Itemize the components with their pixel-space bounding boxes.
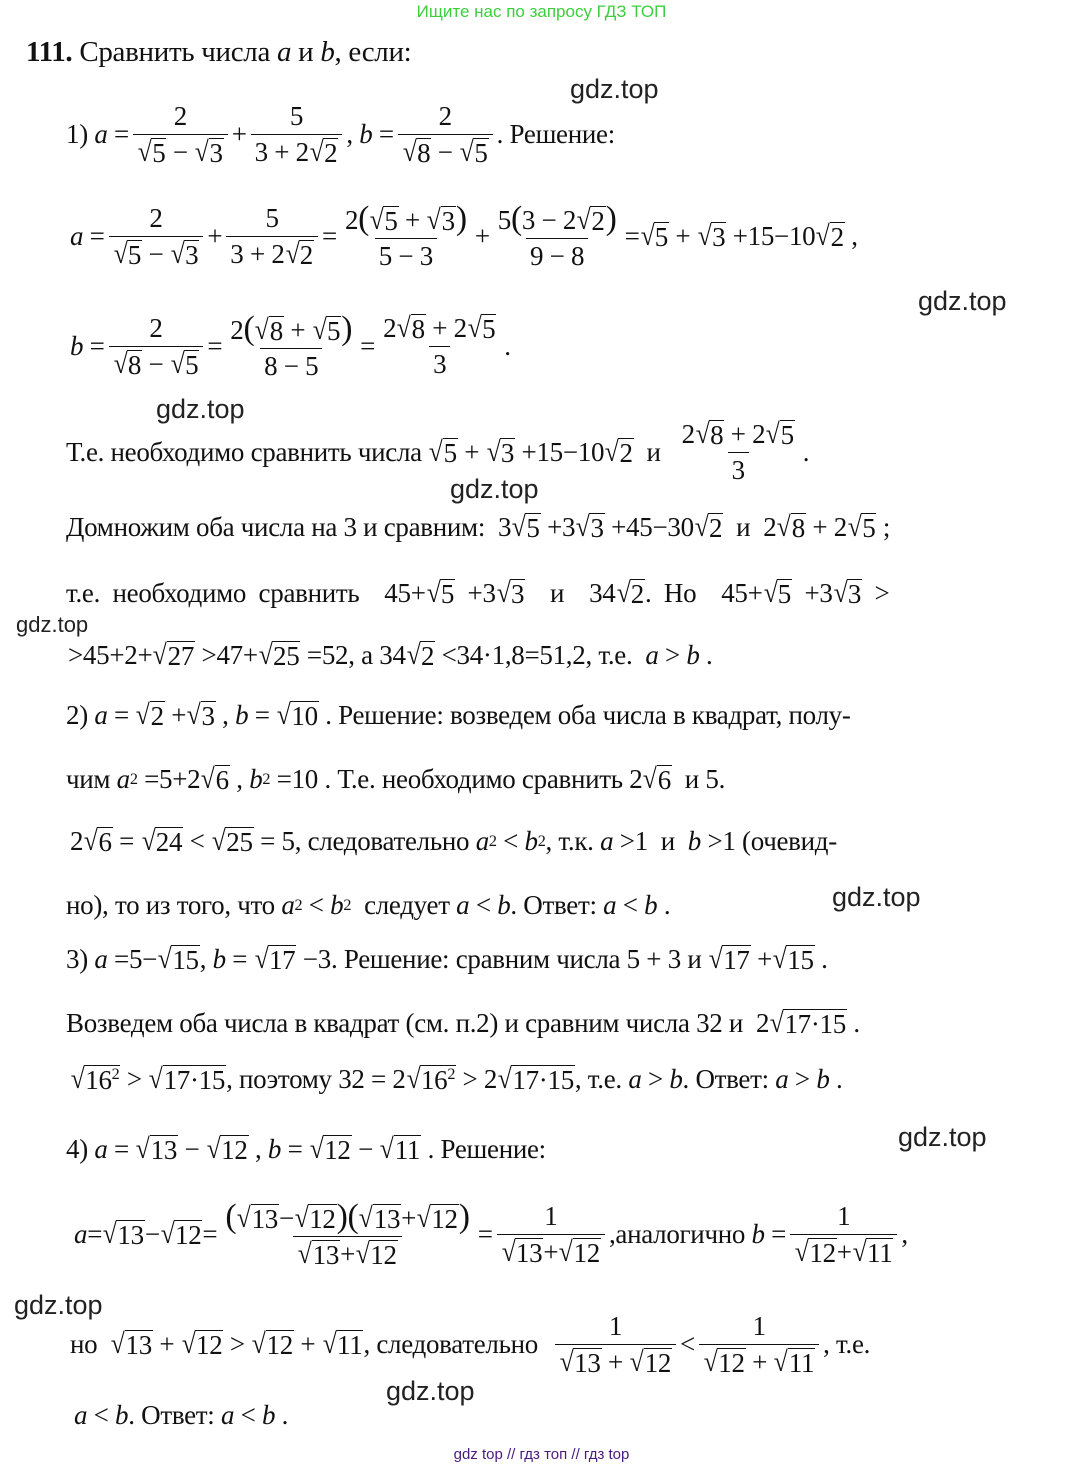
part2-squares: чим a 2 =5+2 √ 6 , b 2 =10 . Т.е. необходимо сравнить 2 √ 6 и 5. [66,763,726,795]
watermark: gdz.top [386,1376,475,1406]
footer-links[interactable]: gdz top // гдз топ // гдз top [453,1446,630,1463]
part1-compare: Т.е. необходимо сравнить числа √ 5 + √ 3 +15−10 √ 2 и 2 √ 8 + 2 √ 5 3 . [66,419,810,485]
part1-given: 1) a = 2 √ 5 − √ 3 + 5 3 + 2 √ 2 , b = 2 √ 8 − √ 5 . Решение: [66,101,615,168]
problem-title [26,36,411,69]
part4-compare: но √ 13 + √ 12 > √ 12 + √ 11 , следовательно 1 √ 13 + √ 12 < 1 √ 12 + √ 11 , т.е. [70,1311,871,1378]
part1-reduce: т.е. необходимо сравнить 45+ √ 5 +3 √ 3 и 34 √ 2 . Но 45+ √ 5 +3 √ 3 > [66,577,890,609]
problem-number: 111. [26,36,73,68]
part2-answer: но), то из того, что a 2 < b 2 следует a < b . Ответ: a < b . [66,890,671,920]
part4-derivation: a = √ 13 − √ 12 = ( √ 13 − √ 12 )( √ 13 + √ 12 ) √ 13 + √ 12 = 1 √ 13 + √ 12 ,аналогично b = 1 √ 12 + √ 11 , [74,1198,908,1270]
part1-line-b: b = 2 √ 8 − √ 5 = 2( √ 8 + √ 5 ) 8 − 5 = 2 √ 8 + 2 √ 5 3 . [70,310,511,381]
part1-line-a: a = 2 √ 5 − √ 3 + 5 3 + 2 √ 2 = 2( √ 5 + √ 3 ) 5 − 3 + 5(3 − 2 √ 2 ) 9 − 8 = √ 5 + √ 3 +15−10 √ 2 , [70,200,858,271]
watermark: gdz.top [898,1122,987,1152]
watermark: gdz.top [156,394,245,424]
watermark: gdz.top [832,882,921,912]
part4-answer: a < b . Ответ: a < b . [74,1400,289,1430]
part2-compare: 2 √ 6 = √ 24 < √ 25 = 5 , следовательно a 2 < b 2 , т.к. a >1 и b >1 (очевид- [70,825,837,857]
watermark: gdz.top [14,1290,103,1320]
search-banner[interactable]: Ищите нас по запросу ГДЗ ТОП [416,2,667,21]
part3-answer: √ $16^2$ > √ 17·15 , поэтому 32 = 2 √ $16^2$ > 2 √ 17·15 , т.е. a > b . Ответ: a > b . [70,1063,843,1095]
watermark: gdz.top [570,74,659,104]
part1-estimate: >45+2+ √ 27 >47+ √ 25 =52 , а 34 √ 2 <34·1,8=51,2 , т.е. a > b . [68,639,713,671]
part3-square: Возведем оба числа в квадрат (см. п.2) и сравним числа 32 и 2 √ 17·15 . [66,1007,860,1039]
watermark: gdz.top [450,474,539,504]
watermark: gdz.top [918,286,1007,316]
part4-given: 4) a = √ 13 − √ 12 , b = √ 12 − √ 11 . Решение: [66,1133,546,1165]
part2-given: 2) a = √ 2 + √ 3 , b = √ 10 . Решение: возведем оба числа в квадрат, полу- [66,699,851,731]
part3-given: 3) a =5− √ 15 , b = √ 17 −3 . Решение: сравним числа 5 + 3 и √ 17 + √ 15 . [66,943,828,975]
part1-multiply: Домножим оба числа на 3 и сравним: 3 √ 5 +3 √ 3 +45−30 √ 2 и 2 √ 8 + 2 √ 5 ; [66,511,891,543]
watermark: gdz.top [16,612,89,637]
problem-statement: Сравнить числа a и b, если: [79,36,412,68]
